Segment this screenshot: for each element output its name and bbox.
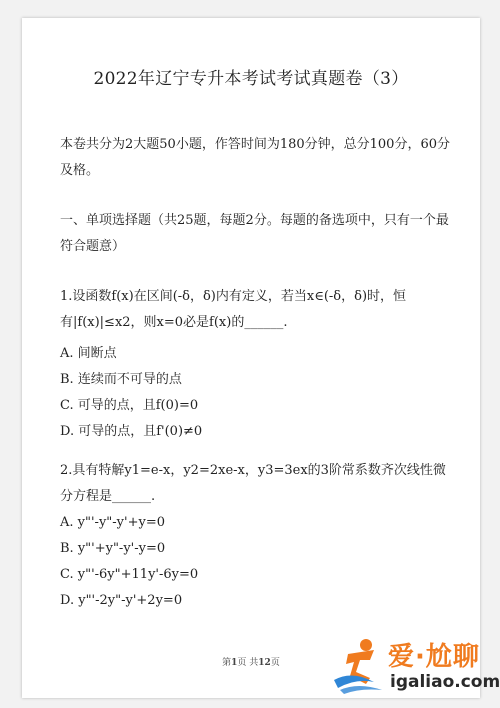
page-title: 2022年辽宁专升本考试考试真题卷（3） — [93, 69, 409, 89]
section-heading: 一、单项选择题（共25题，每题2分。每题的备选项中，只有一个最符合题意） — [60, 213, 449, 254]
footer-prefix: 第 — [222, 658, 232, 668]
question-1-option-b: B. 连续而不可导的点 — [60, 372, 182, 387]
question-2-stem: 2.具有特解y1=e-x，y2=2xe-x，y3=3ex的3阶常系数齐次线性微分方程是______. — [60, 463, 446, 504]
question-2-option-a: A. y"'-y"-y'+y=0 — [60, 515, 165, 530]
question-2-option-b: B. y"'+y"-y'-y=0 — [60, 541, 166, 556]
footer-total-pages: 12 — [258, 658, 271, 668]
question-1-option-c: C. 可导的点，且f(0)=0 — [60, 398, 199, 413]
watermark-chinese-text: 爱·尬聊 — [388, 642, 480, 672]
site-watermark — [330, 630, 500, 702]
footer-page-number: 1 — [231, 658, 238, 668]
question-2-option-c: C. y"'-6y"+11y'-6y=0 — [60, 567, 199, 582]
question-1-option-a: A. 间断点 — [60, 346, 117, 361]
running-figure-logo-icon — [330, 636, 390, 696]
footer-mid: 页 共 — [237, 658, 259, 668]
watermark-url: igaliao.com — [390, 672, 500, 692]
question-2-option-d: D. y"'-2y"-y'+2y=0 — [60, 593, 183, 608]
exam-intro: 本卷共分为2大题50小题，作答时间为180分钟，总分100分，60分及格。 — [60, 137, 450, 178]
document-page — [22, 18, 480, 698]
question-1-stem: 1.设函数f(x)在区间(-δ，δ)内有定义，若当x∈(-δ，δ)时，恒有|f(x)|≤x2，则x=0必是f(x)的______. — [60, 289, 407, 330]
footer-suffix: 页 — [270, 658, 280, 668]
question-1-option-d: D. 可导的点，且f'(0)≠0 — [60, 424, 203, 439]
